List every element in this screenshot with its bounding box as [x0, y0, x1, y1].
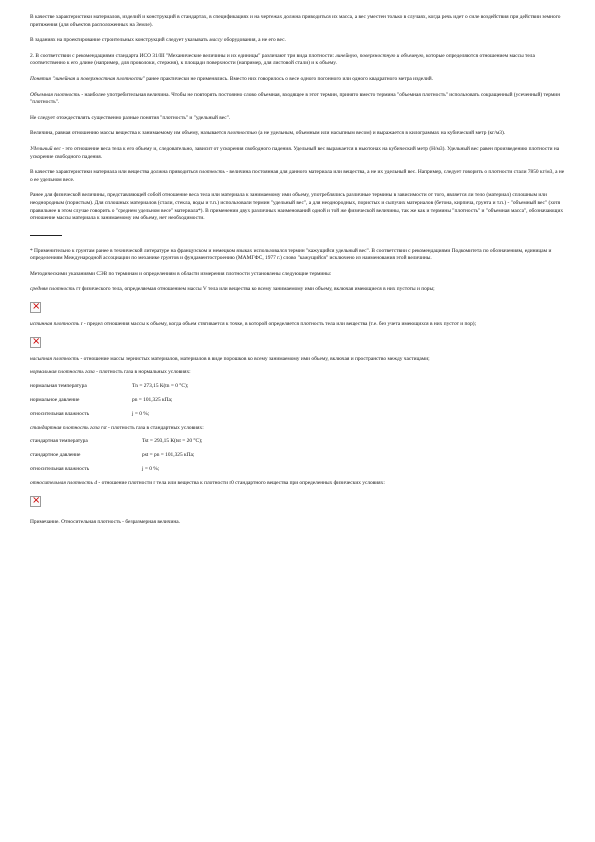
paragraph-linear-surface-density: [30, 76, 568, 84]
condition-value: Tst = 293,15 К(tst = 20 °С);: [142, 438, 203, 445]
text: - плотность газа в нормальных условиях:: [94, 369, 191, 376]
text: Величина, равная отношению массы вещества к занимаемому им объему, называется: [30, 130, 228, 137]
condition-label: относительная влажность: [30, 410, 90, 417]
definition-normal-gas-density: [30, 369, 568, 377]
condition-value: pn = 101,325 кПа;: [132, 396, 173, 403]
broken-image-icon: [30, 302, 41, 313]
paragraph-material-characteristic: [30, 169, 568, 184]
text: (а не удельным, объемным или насыпным весом) и выражается в килограммах на кубический метр (кг/м3).: [257, 130, 506, 137]
paragraph-specific-weight: [30, 146, 568, 161]
emphasis: Понятия "линейная и поверхностная плотности": [30, 75, 145, 82]
emphasis: средняя плотность: [30, 286, 75, 293]
emphasis: нормальная плотность газа: [30, 369, 95, 376]
condition-label: стандартное давление: [30, 452, 81, 459]
condition-label: относительная влажность: [30, 466, 90, 473]
text: r - предел отношения массы к объему, когда объем стягивается к точке, в которой определяется плотность тела или вещества (т.е. без учета имеющихся в них пустот и пор);: [79, 321, 477, 328]
emphasis: линейную, поверхностную и объемную,: [335, 52, 425, 59]
standard-temperature-row: [30, 438, 568, 446]
standard-pressure-row: [30, 452, 568, 460]
paragraph-density-definition: [30, 130, 568, 138]
text: оборудования, а не его вес.: [222, 37, 286, 44]
condition-label: нормальная температура: [30, 382, 87, 389]
emphasis: стандартная плотность газа rst: [30, 424, 107, 431]
text: - отношение плотности r тела или вещества к плотности r0 стандартного вещества при определенных физических условиях:: [97, 480, 385, 487]
note: Примечание. Относительная плотность - безразмерная величина.: [30, 519, 181, 526]
emphasis: Объемная плотность: [30, 91, 80, 98]
paragraph-volume-density: [30, 92, 568, 107]
definition-true-density: [30, 321, 568, 329]
paragraph-iso-density-types: [30, 53, 568, 68]
normal-temperature-row: [30, 383, 568, 391]
emphasis: относительная плотность d: [30, 480, 98, 487]
paragraph-design-tasks: [30, 37, 568, 45]
emphasis: массу: [209, 37, 223, 44]
condition-label: нормальное давление: [30, 396, 80, 403]
text: - плотность газа в стандартных условиях:: [106, 424, 204, 431]
condition-value: j = 0 %;: [142, 466, 160, 473]
broken-image-icon: [30, 496, 41, 507]
normal-humidity-row: [30, 411, 568, 419]
paragraph-do-not-confuse: Не следует отождествлять существенно разные понятия "плотность" и "удельный вес".: [30, 114, 231, 121]
broken-image-icon: [30, 337, 41, 348]
text: - величина постоянная для данного материала или вещества, а не их удельный вес. Например, следует говорить о плотности стали 7850 кг/м3, а не о ее удельном весе.: [30, 169, 565, 183]
definition-relative-density: [30, 480, 568, 488]
text: ранее практически не применялись. Вместо них говорилось о весе одного погонного или одного квадратного метра изделий.: [144, 75, 434, 82]
standard-humidity-row: [30, 466, 568, 474]
paragraph-cmea-terms: Методическими указаниями СЭВ по терминам и определениям в области измерения плотности установлены следующие термины:: [30, 270, 332, 277]
text: В заданиях на проектирование строительных конструкций следует указывать: [30, 37, 210, 44]
definition-mean-density: [30, 286, 568, 294]
text: 2. В соответствии с рекомендациями стандарта ИСО 31/III "Механические величины и их единицы" различают три вида плотности:: [30, 52, 336, 59]
text: - наиболее употребительная величина. Чтобы не повторять постоянно слово объемная, входящее в этот термин, принято вместо термина "объемная плотность" использовать сокращенный (усеченный) термин "плотность".: [30, 91, 561, 106]
paragraph-historical-terms: Ранее для физической величины, представляющей собой отношение веса тела или материала к занимаемому ими объему, употреблялись различные термины в зависимости от того, является ли тело (материал) сплошным или неоднородным (пористым). Для сплошных материалов (стали, стекла, воды и т.п.) использовали термин "удельный вес", а для неоднородных, пористых и сыпучих материалов (бетона, кирпича, грунта и т.п.) - "объемный вес" (хотя правильнее в этом случае говорить о "среднем удельном весе" материала*). В применении двух различных наименований одной и той же физической величины, так же как и термины "плотность" и "объемная масса", обозначающих отношение массы материала к занимаемому им объему, нет необходимости.: [30, 192, 564, 222]
emphasis: насыпная плотность: [30, 355, 80, 362]
text: В качестве характеристики материала или вещества должна приводиться: [30, 169, 200, 176]
text: которые определяются отношением массы тела соответственно к его длине (например, для проволоки, стержня), к площади поверхности (например, для листовой стали) и к объему.: [30, 52, 535, 67]
text: - это отношение веса тела к его объему и, следовательно, зависит от ускорения свободного падения. Удельный вес выражается в ньютонах на кубический метр (Н/м3). Удельный вес равен произведению плотности на ускорение свободного падения.: [30, 145, 560, 160]
definition-bulk-density: [30, 356, 568, 364]
text: - отношение массы зернистых материалов, материалов в виде порошков ко всему занимаемому ими объему, включая и пространство между частицами;: [79, 355, 430, 362]
text: rт физического тела, определяемая отношением массы V тела или вещества ко всему занимаемому ими объему, включая имеющиеся в них пустоты и поры;: [74, 286, 435, 293]
definition-standard-gas-density: [30, 425, 568, 433]
emphasis: истинная плотность: [30, 321, 80, 328]
footnote: * Применительно к грунтам ранее в технической литературе на французском и немецком языках использовался термин "кажущийся удельный вес". В соответствии с рекомендациями Подкомитета по обозначениям, единицам и определениям Международной ассоциации по механике грунтов и фундаментостроению (МАМГФС, 1977 г.) слово "кажущийся" исключено из наименования этой величины.: [30, 247, 552, 262]
condition-value: pst = pn = 101,325 кПа;: [142, 452, 195, 459]
normal-pressure-row: [30, 397, 568, 405]
emphasis: Удельный вес: [30, 145, 61, 152]
emphasis: плотностью: [227, 130, 257, 137]
emphasis: плотность: [199, 169, 225, 176]
paragraph-mass-in-standards: В качестве характеристики материалов, изделий и конструкций в стандартах, в спецификациях и на чертежах должна приводиться их масса, а вес уместен только в случаях, когда речь идет о силе воздействия при действии земного притяжения (для объектов расположенных на Земле).: [30, 14, 561, 28]
document-page: [30, 14, 568, 527]
condition-value: Tn = 273,15 К(tn = 0 °С);: [132, 382, 189, 389]
condition-label: стандартная температура: [30, 438, 88, 445]
condition-value: j = 0 %;: [132, 410, 150, 417]
